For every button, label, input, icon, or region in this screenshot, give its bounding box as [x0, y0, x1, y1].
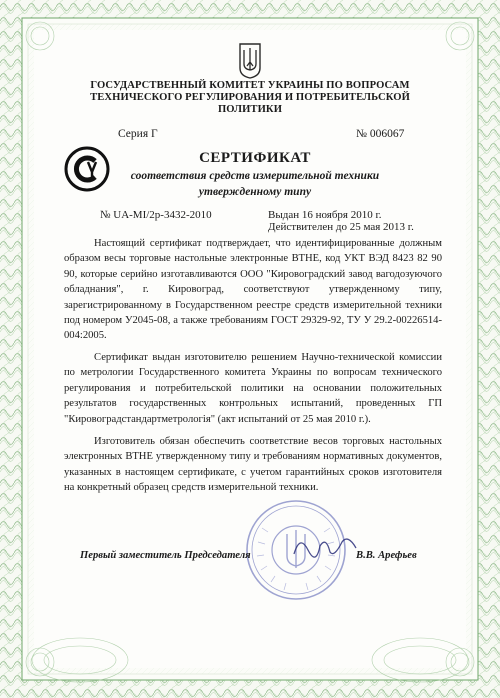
- certificate-number: № 006067: [356, 128, 405, 140]
- validity-block: [268, 209, 414, 233]
- trident-emblem-icon: [236, 40, 264, 80]
- registration-number: № UA-MI/2p-3432-2010: [100, 209, 212, 221]
- signatory-name: В.В. Арефьев: [356, 550, 417, 561]
- issuing-authority: [60, 80, 440, 116]
- body-paragraph: Изготовитель обязан обеспечить соответствие весов торговых настольных электронных ВТНЕ утвержденному типу и требованиям нормативных документов, указанных в настоящем сертификате, с учетом гарантийных сроков изготовителя на конкретный образец средств измерительной техники.: [64, 436, 442, 494]
- subtitle-line-2: утвержденному типу: [198, 186, 312, 198]
- authority-line-2: ТЕХНИЧЕСКОГО РЕГУЛИРОВАНИЯ И ПОТРЕБИТЕЛЬСКОЙ ПОЛИТИКИ: [90, 92, 410, 115]
- valid-until-date: Действителен до 25 мая 2013 г.: [268, 221, 414, 233]
- body-paragraph: Настоящий сертификат подтверждает, что идентифицированные должным образом весы торговые настольные электронные ВТНЕ, код УКТ ВЭД 8423 82 90 90, которые серийно изготавливаются ООО "Кировоградский завод вагодозуючого обладнания", г. Кировоград, соответствуют утвержденному типу, зарегистрированному в Государственном реестре средств измерительной техники под номером У2045-08, а также требованиям ГОСТ 29329-92, ТУ У 29.2-00226514-004:2005.: [64, 238, 442, 342]
- signatory-role: Первый заместитель Председателя: [80, 550, 251, 561]
- body-paragraph: Сертификат выдан изготовителю решением Научно-технической комиссии по метрологии Государственного комитета Украины по вопросам технического регулирования и потребительской политики на основании положительных результатов государственных контрольных испытаний, проведенных ГП "Кировоградстандартметрологія" (акт испытаний от 25 мая 2010 г.).: [64, 352, 442, 425]
- subtitle-line-1: соответствия средств измерительной техники: [130, 170, 380, 182]
- authority-line-1: ГОСУДАРСТВЕННЫЙ КОМИТЕТ УКРАИНЫ ПО ВОПРОСАМ: [90, 80, 410, 91]
- signature-mark: [290, 528, 360, 564]
- certificate-subtitle: [100, 168, 410, 200]
- series-label: Серия Г: [118, 128, 158, 140]
- issue-date: Выдан 16 ноября 2010 г.: [268, 209, 382, 221]
- certificate-title: СЕРТИФИКАТ: [199, 150, 311, 166]
